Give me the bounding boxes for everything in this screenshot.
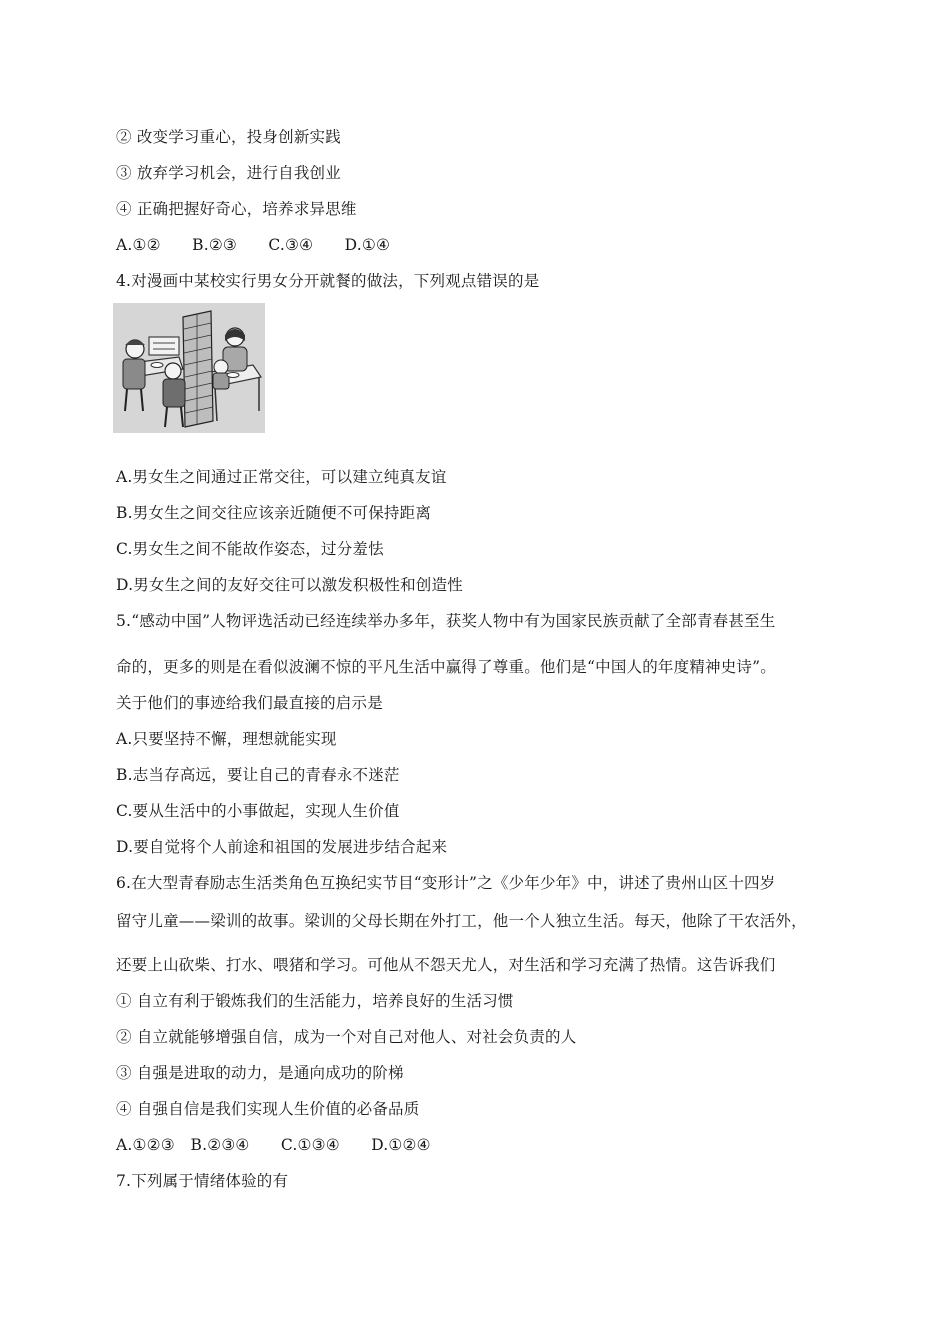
q3-option-2: ② 改变学习重心，投身创新实践	[116, 128, 341, 146]
q5-option-d: D.要自觉将个人前途和祖国的发展进步结合起来	[116, 838, 448, 856]
q4-stem: 4.对漫画中某校实行男女分开就餐的做法，下列观点错误的是	[116, 272, 540, 290]
q3-answer-choices: A.①② B.②③ C.③④ D.①④	[116, 236, 391, 254]
q4-option-a: A.男女生之间通过正常交往，可以建立纯真友谊	[116, 468, 447, 486]
q6-stem-line-2: 留守儿童——梁训的故事。梁训的父母长期在外打工，他一个人独立生活。每天，他除了干农活外，	[116, 912, 807, 930]
q5-stem-line-3: 关于他们的事迹给我们最直接的启示是	[116, 694, 383, 712]
q5-option-a: A.只要坚持不懈，理想就能实现	[116, 730, 337, 748]
q4-option-b: B.男女生之间交往应该亲近随便不可保持距离	[116, 504, 432, 522]
q5-stem-line-2: 命的，更多的则是在看似波澜不惊的平凡生活中赢得了尊重。他们是“中国人的年度精神史诗”。	[116, 658, 776, 676]
q5-option-c: C.要从生活中的小事做起，实现人生价值	[116, 802, 400, 820]
q3-option-3: ③ 放弃学习机会，进行自我创业	[116, 164, 341, 182]
q6-statement-3: ③ 自强是进取的动力，是通向成功的阶梯	[116, 1064, 404, 1082]
q6-statement-2: ② 自立就能够增强自信，成为一个对自己对他人、对社会负责的人	[116, 1028, 577, 1046]
q6-stem-line-1: 6.在大型青春励志生活类角色互换纪实节目“变形计”之《少年少年》中，讲述了贵州山区十四岁	[116, 874, 776, 892]
cartoon-image	[113, 303, 265, 433]
q4-option-c: C.男女生之间不能故作姿态，过分羞怯	[116, 540, 384, 558]
q5-stem-line-1: 5.“感动中国”人物评选活动已经连续举办多年，获奖人物中有为国家民族贡献了全部青春甚至生	[116, 612, 776, 630]
q4-option-d: D.男女生之间的友好交往可以激发积极性和创造性	[116, 576, 463, 594]
q6-statement-4: ④ 自强自信是我们实现人生价值的必备品质	[116, 1100, 420, 1118]
q6-stem-line-3: 还要上山砍柴、打水、喂猪和学习。可他从不怨天尤人，对生活和学习充满了热情。这告诉我们	[116, 956, 776, 974]
q5-option-b: B.志当存高远，要让自己的青春永不迷茫	[116, 766, 400, 784]
q7-stem: 7.下列属于情绪体验的有	[116, 1172, 289, 1190]
q6-statement-1: ① 自立有利于锻炼我们的生活能力，培养良好的生活习惯	[116, 992, 514, 1010]
q6-answer-choices: A.①②③ B.②③④ C.①③④ D.①②④	[116, 1136, 431, 1154]
q3-option-4: ④ 正确把握好奇心，培养求异思维	[116, 200, 357, 218]
